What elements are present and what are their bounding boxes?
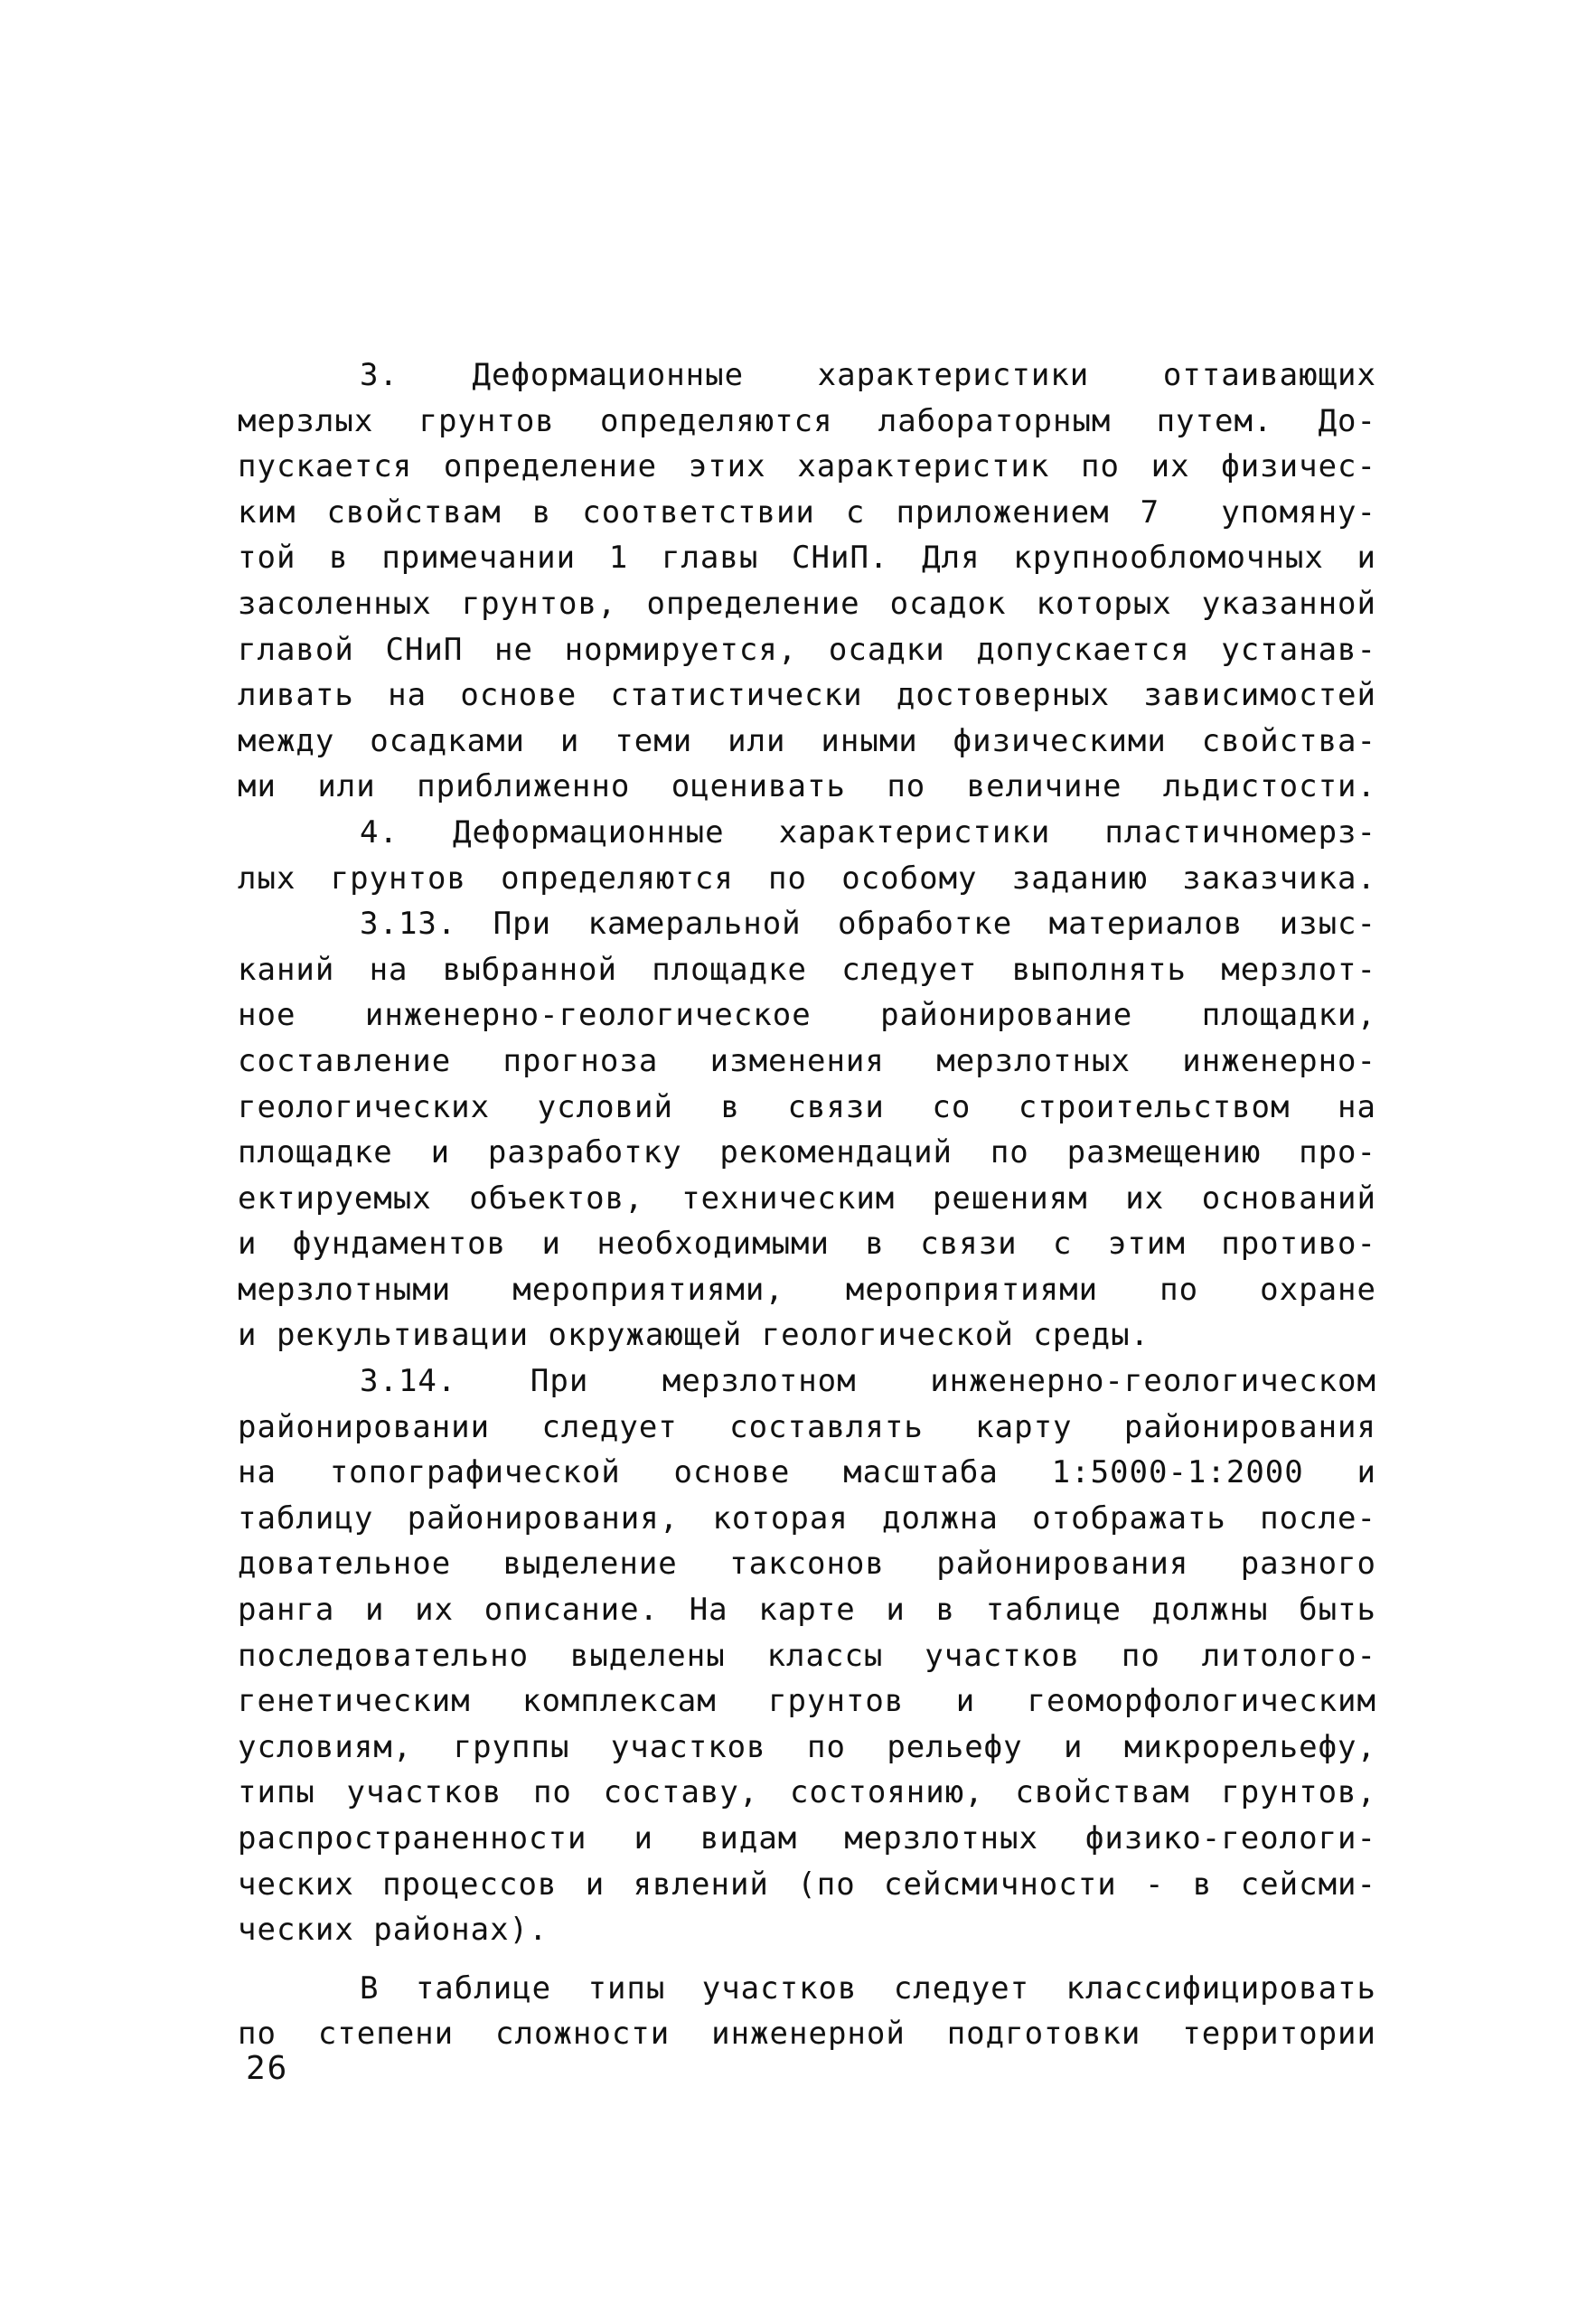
text-line: ливать на основе статистически достоверных зависимостей — [238, 677, 1376, 714]
paragraph-table-types — [238, 1966, 1376, 2057]
text-line: лых грунтов определяются по особому заданию заказчика. — [238, 860, 1376, 897]
text-line: ческих процессов и явлений (по сейсмичности - в сейсми- — [238, 1866, 1376, 1903]
text-line: геологических условий в связи со строительством на — [238, 1088, 1376, 1125]
text-line: засоленных грунтов, определение осадок которых указанной — [238, 585, 1376, 622]
text-line: и фундаментов и необходимыми в связи с этим противо- — [238, 1226, 1376, 1263]
text-line: районировании следует составлять карту районирования — [238, 1408, 1376, 1445]
text-line: 3.14. При мерзлотном инженерно-геологическом — [360, 1363, 1376, 1400]
text-line: составление прогноза изменения мерзлотных инженерно- — [238, 1042, 1376, 1079]
text-line: мерзлых грунтов определяются лабораторным путем. До- — [238, 402, 1376, 439]
paragraph-3-14 — [238, 1358, 1376, 1953]
page-number: 26 — [246, 2050, 289, 2087]
text-line: главой СНиП не нормируется, осадки допускается устанав- — [238, 631, 1376, 668]
text-line: каний на выбранной площадке следует выполнять мерзлот- — [238, 951, 1376, 988]
text-line: довательное выделение таксонов районирования разного — [238, 1546, 1376, 1583]
text-line: ми или приближенно оценивать по величине льдистости. — [238, 768, 1376, 805]
text-line: типы участков по составу, состоянию, свойствам грунтов, — [238, 1774, 1376, 1811]
text-line: ческих районах). — [238, 1912, 549, 1949]
text-line: площадке и разработку рекомендаций по размещению про- — [238, 1134, 1376, 1171]
paragraph-3-13 — [238, 901, 1376, 1358]
paragraph-item-3 — [238, 353, 1376, 810]
text-line: условиям, группы участков по рельефу и микрорельефу, — [238, 1728, 1376, 1765]
text-line: мерзлотными мероприятиями, мероприятиями по охране — [238, 1271, 1376, 1308]
text-line: между осадками и теми или иными физическими свойства- — [238, 722, 1376, 759]
text-line: ранга и их описание. На карте и в таблице должны быть — [238, 1592, 1376, 1629]
text-line: В таблице типы участков следует классифицировать — [360, 1969, 1376, 2007]
text-line: и рекультивации окружающей геологической среды. — [238, 1317, 1150, 1354]
text-line: той в примечании 1 главы СНиП. Для крупнообломочных и — [238, 540, 1376, 577]
paragraph-item-4 — [238, 810, 1376, 901]
text-line: последовательно выделены классы участков по литолого- — [238, 1637, 1376, 1674]
text-line: 3.13. При камеральной обработке материалов изыс- — [360, 906, 1376, 943]
text-line: ектируемых объектов, техническим решениям их оснований — [238, 1180, 1376, 1217]
text-line: 3. Деформационные характеристики оттаивающих — [360, 357, 1376, 393]
text-line: пускается определение этих характеристик по их физичес- — [238, 448, 1376, 485]
text-line: генетическим комплексам грунтов и геоморфологическим — [238, 1683, 1376, 1720]
body-text — [238, 353, 1376, 2057]
text-line: таблицу районирования, которая должна отображать после- — [238, 1499, 1376, 1537]
text-line: по степени сложности инженерной подготовки территории — [238, 2016, 1376, 2053]
text-line: на топографической основе масштаба 1:5000-1:2000 и — [238, 1454, 1376, 1491]
text-line: 4. Деформационные характеристики пластичномерз- — [360, 813, 1376, 851]
text-line: ное инженерно-геологическое районирование площадки, — [238, 997, 1376, 1034]
text-line: ким свойствам в соответствии с приложением 7 упомяну- — [238, 494, 1376, 531]
text-line: распространенности и видам мерзлотных физико-геологи- — [238, 1820, 1376, 1857]
paragraph-spacer — [238, 1953, 1376, 1966]
